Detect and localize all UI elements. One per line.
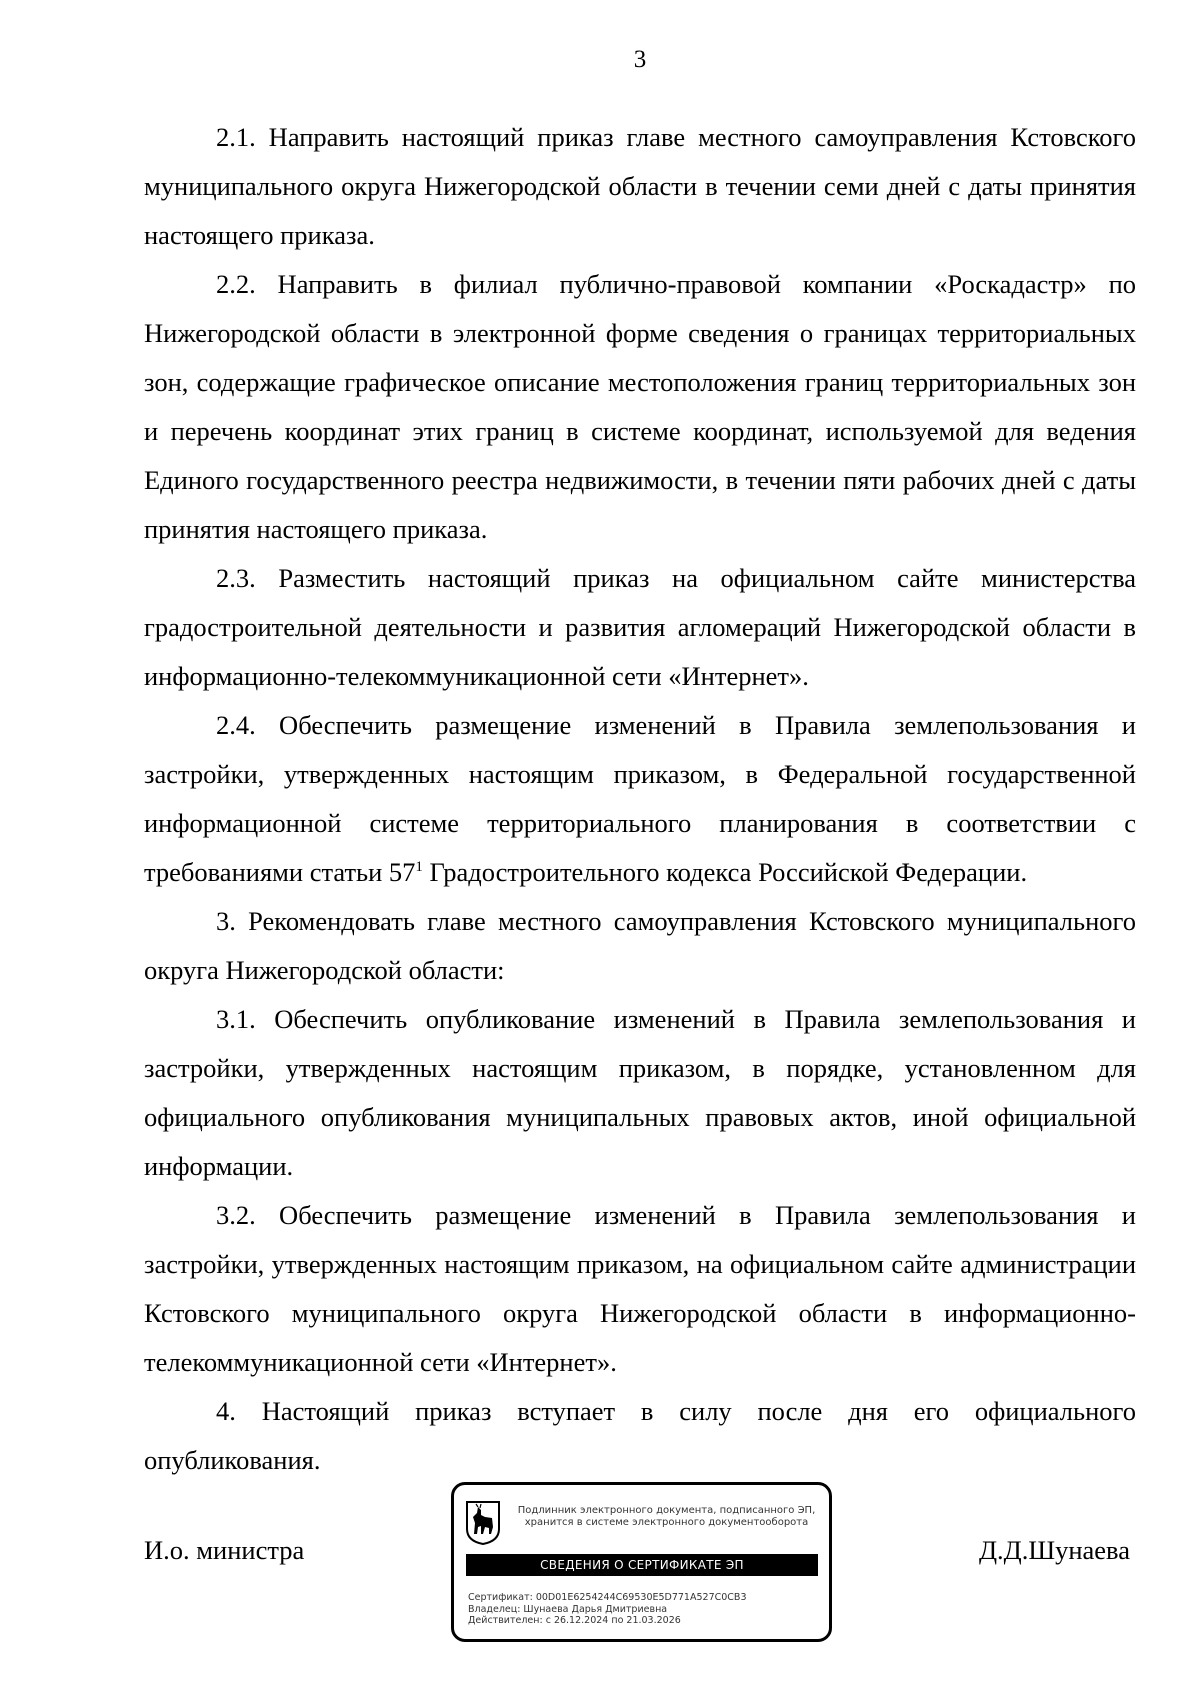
stamp-header-line-2: хранится в системе электронного документооборота — [524, 1517, 809, 1528]
paragraph-2-4 — [144, 701, 1136, 897]
paragraph-2-4-text: 2.4. Обеспечить размещение изменений в Правила землепользования и застройки, утвержденных настоящим приказом, в Федеральной государственной информационной системе территориального планирования в соответствии с требованиями статьи 57 — [144, 710, 1136, 887]
stamp-owner: Владелец: Шунаева Дарья Дмитриевна — [468, 1603, 668, 1615]
document-body — [144, 113, 1136, 1485]
signer-position: И.о. министра — [144, 1535, 305, 1565]
stamp-certificate: Сертификат: 00D01E6254244C69530E5D771A527C0CB3 — [468, 1592, 747, 1603]
paragraph-2-3: 2.3. Разместить настоящий приказ на официальном сайте министерства градостроительной деятельности и развития агломераций Нижегородской области в информационно-телекоммуникационной сети «Интернет». — [144, 563, 1136, 691]
superscript-1: 1 — [415, 859, 423, 875]
paragraph-4: 4. Настоящий приказ вступает в силу после дня его официального опубликования. — [144, 1396, 1136, 1475]
paragraph-3-2: 3.2. Обеспечить размещение изменений в Правила землепользования и застройки, утвержденных настоящим приказом, на официальном сайте администрации Кстовского муниципального округа Нижегородской области в информационно-телекоммуникационной сети «Интернет». — [144, 1200, 1136, 1377]
paragraph-2-4-tail: Градостроительного кодекса Российской Федерации. — [422, 857, 1028, 887]
stamp-header — [504, 1505, 829, 1529]
stamp-info — [468, 1592, 746, 1627]
paragraph-3-1: 3.1. Обеспечить опубликование изменений в Правила землепользования и застройки, утвержденных настоящим приказом, в порядке, установленном для официального опубликования муниципальных правовых актов, иной официальной информации. — [144, 1004, 1136, 1181]
electronic-signature-stamp — [451, 1482, 832, 1642]
paragraph-2-1: 2.1. Направить настоящий приказ главе местного самоуправления Кстовского муниципального округа Нижегородской области в течении семи дней с даты принятия настоящего приказа. — [144, 122, 1136, 250]
stamp-header-line-1: Подлинник электронного документа, подписанного ЭП, — [517, 1505, 816, 1516]
paragraph-3: 3. Рекомендовать главе местного самоуправления Кстовского муниципального округа Нижегородской области: — [144, 906, 1136, 985]
stamp-validity: Действителен: с 26.12.2024 по 21.03.2026 — [468, 1615, 681, 1626]
nizhny-novgorod-coat-of-arms-icon — [466, 1501, 500, 1545]
stamp-title-bar: СВЕДЕНИЯ О СЕРТИФИКАТЕ ЭП — [466, 1554, 818, 1576]
signer-name: Д.Д.Шунаева — [978, 1535, 1130, 1565]
page-number: 3 — [633, 46, 647, 73]
paragraph-2-2: 2.2. Направить в филиал публично-правовой компании «Роскадастр» по Нижегородской области в электронной форме сведения о границах территориальных зон, содержащие графическое описание местоположения границ территориальных зон и перечень координат этих границ в системе координат, используемой для ведения Единого государственного реестра недвижимости, в течении пяти рабочих дней с даты принятия настоящего приказа. — [144, 269, 1136, 544]
